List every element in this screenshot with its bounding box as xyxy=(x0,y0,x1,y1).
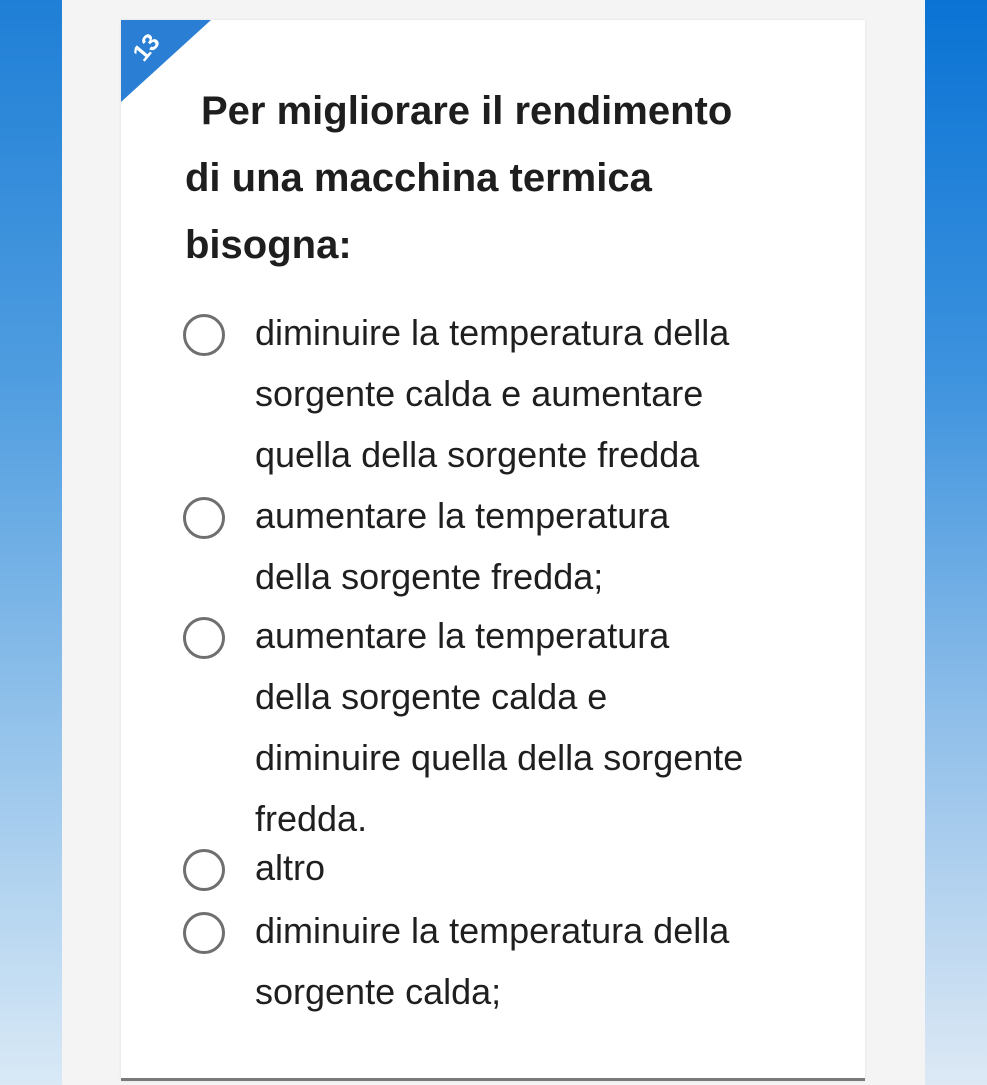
question-line: bisogna: xyxy=(185,223,352,267)
radio-button[interactable] xyxy=(183,617,225,659)
option-line: sorgente calda e aumentare xyxy=(255,373,704,414)
option-line: diminuire quella della sorgente xyxy=(255,737,744,778)
option-line: diminuire la temperatura della xyxy=(255,312,730,353)
radio-button[interactable] xyxy=(183,849,225,891)
option-line: aumentare la temperatura xyxy=(255,615,670,656)
question-text xyxy=(185,78,805,279)
question-line: Per migliorare il rendimento xyxy=(201,89,733,133)
radio-button[interactable] xyxy=(183,912,225,954)
option-label[interactable] xyxy=(255,605,815,849)
radio-button[interactable] xyxy=(183,497,225,539)
option-line: quella della sorgente fredda xyxy=(255,434,700,475)
option-line: aumentare la temperatura xyxy=(255,495,670,536)
option-label[interactable] xyxy=(255,900,815,1022)
background-left-panel xyxy=(0,0,62,1085)
option-line: diminuire la temperatura della xyxy=(255,910,730,951)
option-line: fredda. xyxy=(255,798,368,839)
radio-button[interactable] xyxy=(183,314,225,356)
option-line: della sorgente fredda; xyxy=(255,556,604,597)
option-label[interactable] xyxy=(255,837,815,898)
question-line: di una macchina termica xyxy=(185,156,652,200)
question-number: 13 xyxy=(127,28,166,67)
option-line: altro xyxy=(255,847,326,888)
question-card xyxy=(121,20,865,1081)
option-label[interactable] xyxy=(255,485,815,607)
option-line: sorgente calda; xyxy=(255,971,502,1012)
background-right-panel xyxy=(925,0,987,1085)
option-label[interactable] xyxy=(255,302,815,485)
option-line: della sorgente calda e xyxy=(255,676,608,717)
